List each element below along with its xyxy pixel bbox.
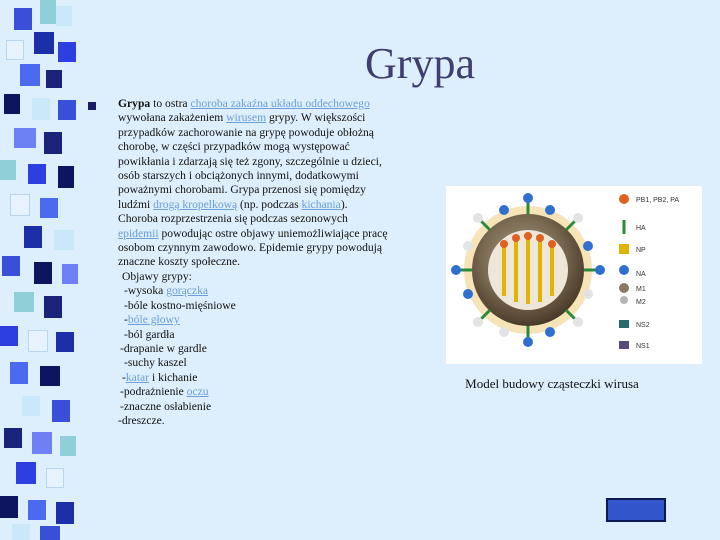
link-respiratory-disease[interactable]: choroba zakaźna układu oddechowego: [190, 97, 370, 110]
ns1-icon: [619, 341, 629, 349]
np-icon: [619, 244, 629, 254]
link-headache[interactable]: bóle głowy: [127, 313, 180, 327]
navigation-button[interactable]: [606, 498, 666, 522]
legend-label: PB1, PB2, PA: [636, 197, 680, 204]
text-span: (np. podczas: [237, 197, 302, 211]
virus-model-figure: [446, 186, 702, 364]
legend-label: HA: [636, 225, 646, 232]
slide-title: Grypa: [365, 39, 475, 88]
text-span: powodując ostre objawy uniemożliwiające pracę osobom czynnym zawodowo. Epidemie grypy powodują znaczne koszty społeczne.: [118, 226, 388, 269]
symptom-item: -znaczne osłabienie: [120, 399, 212, 413]
legend-label: NA: [636, 271, 646, 278]
text-span: grypy. W większości przypadków zachorowanie na grypę powoduje obłożną chorobę, w części przypadków mogą występować powikłania i zdarzają się też zgony, szczególnie u dzieci, osób starszych i obciążonych innymi, dodatkowymi poważnymi chorobami. Grypa przenosi się pomiędzy ludźmi: [118, 111, 382, 211]
text-span: -wysoka: [124, 284, 167, 298]
slide-body: [118, 97, 390, 428]
text-span: to ostra: [150, 97, 191, 110]
text-span: -: [122, 370, 126, 384]
legend-label: M1: [636, 286, 646, 293]
link-eyes[interactable]: oczu: [186, 385, 209, 399]
term-bold: Grypa: [118, 97, 151, 110]
legend-label: NP: [636, 247, 646, 254]
symptoms-heading: Objawy grypy:: [122, 269, 192, 283]
link-epidemics[interactable]: epidemii: [118, 226, 159, 240]
m2-icon: [620, 296, 628, 304]
text-span: -podrażnienie: [120, 385, 187, 399]
legend-labels: [636, 197, 679, 350]
virus-particle-illustration: [446, 186, 702, 364]
symptom-item: [120, 385, 390, 399]
link-droplet-route[interactable]: drogą kropelkową: [153, 197, 238, 211]
legend-label: NS1: [636, 343, 650, 350]
symptom-item: -ból gardła: [124, 327, 175, 341]
text-span: wywołana zakażeniem: [118, 111, 227, 125]
pb-icon: [619, 194, 629, 204]
symptom-item: -bóle kostno-mięśniowe: [124, 298, 236, 312]
symptom-item: [122, 371, 390, 385]
link-fever[interactable]: gorączka: [166, 284, 209, 298]
symptom-item: -suchy kaszel: [124, 356, 187, 370]
link-sneezing[interactable]: kichania: [301, 197, 341, 211]
symptom-item: -drapanie w gardle: [120, 341, 207, 355]
symptom-item: [124, 313, 390, 327]
text-span: -: [124, 313, 128, 327]
text-span: i kichanie: [149, 370, 198, 384]
symptom-item: [124, 284, 390, 298]
legend-icons: [619, 194, 629, 349]
bullet-marker: [88, 102, 96, 110]
legend-label: NS2: [636, 322, 650, 329]
na-icon: [619, 265, 629, 275]
link-runny-nose[interactable]: katar: [125, 370, 150, 384]
legend-label: M2: [636, 299, 646, 306]
text-span: ). Choroba rozprzestrzenia się podczas sezonowych: [118, 197, 348, 226]
intro-paragraph: [118, 97, 390, 270]
link-virus[interactable]: wirusem: [226, 111, 267, 125]
decorative-square-stripe: [0, 0, 82, 540]
figure-caption: Model budowy cząsteczki wirusa: [465, 376, 639, 391]
m1-icon: [619, 283, 629, 293]
symptom-item: -dreszcze.: [118, 413, 165, 427]
ns2-icon: [619, 320, 629, 328]
